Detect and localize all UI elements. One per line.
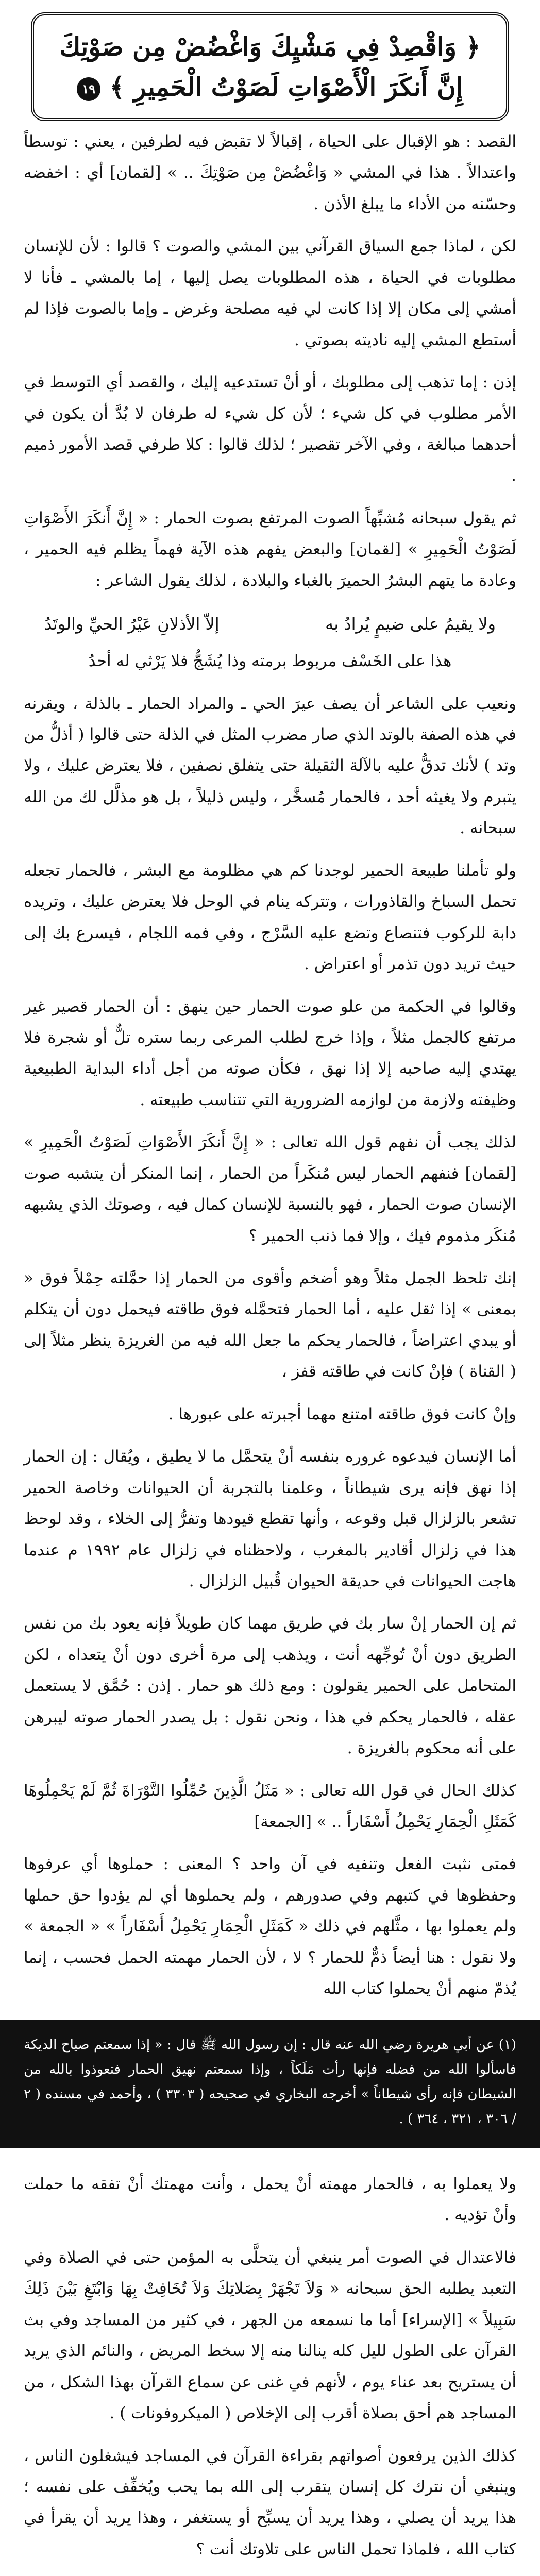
commentary-body: [0, 121, 540, 2005]
footnotes-block: [0, 2020, 540, 2148]
poem-line: [24, 607, 516, 640]
paragraph: ثم يقول سبحانه مُشبِّهاً الصوت المرتفع بصوت الحمار : « إِنَّ أَنكَرَ الأَصْوَاتِ لَصَوْتُ الْحَمِيرِ » [لقمان] والبعض يفهم هذه الآية فهماً يظلم فيه الحمير ، وعادة ما يتهم البشرُ الحميرَ بالغباء والبلادة ، لذلك يقول الشاعر :: [24, 509, 516, 590]
paragraph: لكن ، لماذا جمع السياق القرآني بين المشي والصوت ؟ قالوا : لأن للإنسان مطلوبات في الحياة ، هذه المطلوبات يصل إليها ، إما بالمشي ـ فأنا لا أمشي إلى مكان إلا إذا كانت لي فيه مصلحة وغرض ـ وإما بالصوت فإذا لم أستطع المشي إليه ناديته بصوتي .: [24, 237, 516, 349]
poem-hemistich: ولا يقيمُ على ضيمٍ يُرادُ به: [325, 614, 496, 634]
poem-hemistich: إلاّ الأذلانِ عَيْرُ الحيِّ والوتَدُ: [44, 614, 220, 634]
header-verse: ﴿ وَاقْصِدْ فِي مَشْيِكَ وَاغْضُضْ مِن صَوْتِكَ إِنَّ أَنكَرَ الْأَصْوَاتِ لَصَوْتُ الْحَمِيرِ ﴾: [59, 31, 481, 102]
paragraph: أما الإنسان فيدعوه غروره بنفسه أنْ يتحمَّل ما لا يطيق ، ويُقال : إن الحمار إذا نهق فإنه يرى شيطاناً ، وعلمنا بالتجربة أن الحيوانات وخاصة الحمير تشعر بالزلزال قبل وقوعه ، وأنها تقطع قيودها وتفرُّ إلى الخلاء ، وقد لوحظ هذا في زلزال أقادير بالمغرب ، ولاحظناه في زلزال عام ١٩٩٢ م عندما هاجت الحيوانات في حديقة الحيوان قُبيل الزلزال .: [24, 1447, 516, 1590]
paragraph: وإنْ كانت فوق طاقته امتنع مهما أجبرته على عبورها .: [168, 1404, 516, 1423]
footnote: (١) عن أبي هريرة رضي الله عنه قال : إن رسول الله ﷺ قال : « إذا سمعتم صياح الديكة فاسألوا الله من فضله فإنها رأت مَلَكاً ، وإذا سمعتم نهيق الحمار فتعوذوا بالله من الشيطان فإنه رأى شيطاناً » أخرجه البخاري في صحيحه ( ٣٣٠٣ ) ، وأحمد في مسنده ( ٢ / ٣٠٦ ، ٣٢١ ، ٣٦٤ ) .: [24, 2037, 516, 2127]
paragraph: ولو تأملنا طبيعة الحمير لوجدنا كم هي مظلومة مع البشر ، فالحمار تجعله تحمل السباخ والقاذورات ، وتتركه ينام في الوحل فلا يعترض عليك ، وتريده دابة للركوب فتنصاع وتضع عليه السَّرْج ، وفي فمه اللجام ، فيسرع بك إلى حيث تريد دون تذمر أو اعتراض .: [24, 861, 516, 974]
paragraph: وقالوا في الحكمة من علو صوت الحمار حين ينهق : أن الحمار قصير غير مرتفع كالجمل مثلاً ، وإذا خرج لطلب المرعى ربما ستره تلٌّ أو شجرة فلا يهتدي إليه صاحبه إلا إذا نهق ، فكأن صوته من أجل أداء البداية الطبيعية وظيفته ولازمة من لوازمه الضرورية التي تتناسب طبيعته .: [24, 997, 516, 1109]
paragraph: هذا على الخَسْف مربوط برمته وذا يُشَجُّ فلا يَرْثي له أحدُ: [88, 652, 452, 671]
paragraph: فمتى نثبت الفعل وتنفيه في آن واحد ؟ المعنى : حملوها أي عرفوها وحفظوها في كتبهم وفي صدورهم ، ولم يحملوها أي لم يؤدوا حق حملها ولم يعملوا بها ، مثَّلهم في ذلك « كَمَثَلِ الْحِمَارِ يَحْمِلُ أَسْفَاراً » « الجمعة » ولا نقول : هنا أيضاً ذمٌّ للحمار ؟ لا ، لأن الحمار مهمته الحمل فحسب ، إنما يُذمّ منهم أنْ يحملوا كتاب الله: [24, 1855, 516, 1998]
paragraph: ثم إن الحمار إنْ سار بك في طريق مهما كان طويلاً فإنه يعود بك من نفس الطريق دون أنْ تُوجِّهه أنت ، ويذهب إلى مرة أخرى دون أنْ يتعداه ، لكن المتحامل على الحمير يقولون : ومع ذلك هو حمار . إذن : حُمَّق لا يستعمل عقله ، فالحمار يحكم في هذا ، ونحن نقول : بل يصدر الحمار صوته ليبرهن على أنه محكوم بالغريزة .: [24, 1614, 516, 1758]
commentary-body-continued: [0, 2163, 540, 2576]
header-verse-number: ١٩: [77, 77, 100, 101]
paragraph: ولا يعملوا به ، فالحمار مهمته أنْ يحمل ، وأنت مهمتك أنْ تفقه ما حملت وأنْ تؤديه .: [24, 2175, 516, 2225]
paragraph: فالاعتدال في الصوت أمر ينبغي أن يتحلَّى به المؤمن حتى في الصلاة وفي التعبد يطلبه الحق سبحانه « وَلاَ تَجْهَرْ بِصَلاتِكَ وَلاَ تُخَافِتْ بِهَا وَابْتَغِ بَيْنَ ذَلِكَ سَبِيلاً » [الإسراء] أما ما نسمعه من الجهر ، في كثير من المساجد وفي بث القرآن على الطول لليل كله ينالنا منه إلا سخط المريض ، والنائم الذي يريد أن يستريح بعد عناء يوم ، لأنهم في غنى عن سماع القرآن بهذا الشكل ، من المساجد هم أحق بصلاة أقرب إلى الإخلاص ( الميكروفونات ) .: [24, 2248, 516, 2423]
paragraph: ونعيب على الشاعر أن يصف عيرَ الحي ـ والمراد الحمار ـ بالذلة ، ويقرنه في هذه الصفة بالوتد الذي صار مضرب المثل في الذلة حتى قالوا ( أذلُّ من وتد ) لأنك تدقُّ عليه بالآلة الثقيلة حتى يتفلق نصفين ، فلا يعترض عليك ، ولا يتبرم ولا يغيثه أحد ، فالحمار مُسخَّر ، وليس ذليلاً ، بل هو مذلَّل لك من الله سبحانه .: [24, 694, 516, 838]
paragraph: إنك تلحظ الجمل مثلاً وهو أضخم وأقوى من الحمار إذا حمَّلته حِمْلاً فوق « بمعنى » إذا ثقل عليه ، أما الحمار فتحمَّله فوق طاقته فيحمل دون أن يتكلم أو يبدي اعتراضاً ، فالحمار يحكم ما جعل الله فيه من الغريزة ينظر مثلاً إلى ( القناة ) فإنْ كانت في طاقته قفز ،: [24, 1269, 516, 1381]
paragraph: القصد : هو الإقبال على الحياة ، إقبالاً لا تقبض فيه لطرفين ، يعني : توسطاً واعتدالاً . هذا في المشي « وَاغْضُضْ مِن صَوْتِكَ .. » [لقمان] أي : اخفضه وحسّنه من الأداء ما يبلغ الأذن .: [24, 132, 516, 213]
header-verse-frame: [31, 12, 509, 121]
paragraph: إذن : إما تذهب إلى مطلوبك ، أو أنْ تستدعيه إليك ، والقصد أي التوسط في الأمر مطلوب في كل شيء ؛ لأن كل شيء له طرفان لا بُدَّ أن يكون في أحدهما مبالغة ، وفي الآخر تقصير ؛ لذلك قالوا : كلا طرفي قصد الأمور ذميم .: [24, 373, 516, 485]
paragraph: لذلك يجب أن نفهم قول الله تعالى : « إِنَّ أَنكَرَ الأَصْوَاتِ لَصَوْتُ الْحَمِيرِ » [لقمان] فنفهم الحمار ليس مُنكَراً من الحمار ، إنما المنكر أن يتشبه صوت الإنسان صوت الحمار ، فهو بالنسبة للإنسان كمال فيه ، وصوتك الذي يشبهه مُنكَر مذموم فيك ، وإلا فما ذنب الحمير ؟: [24, 1133, 516, 1245]
paragraph: كذلك الحال في قول الله تعالى : « مَثَلُ الَّذِينَ حُمِّلُوا التَّوْرَاةَ ثُمَّ لَمْ يَحْمِلُوهَا كَمَثَلِ الْحِمَارِ يَحْمِلُ أَسْفَاراً .. » [الجمعة]: [24, 1781, 516, 1831]
paragraph: كذلك الذين يرفعون أصواتهم بقراءة القرآن في المساجد فيشغلون الناس ، وينبغي أن نترك كل إنسان يتقرب إلى الله بما يحب ويُخفِّف على نفسه ؛ هذا يريد أن يصلي ، وهذا يريد أن يسبِّح أو يستغفر ، وهذا يريد أن يقرأ في كتاب الله ، فلماذا تحمل الناس على تلاوتك أنت ؟: [24, 2446, 516, 2558]
